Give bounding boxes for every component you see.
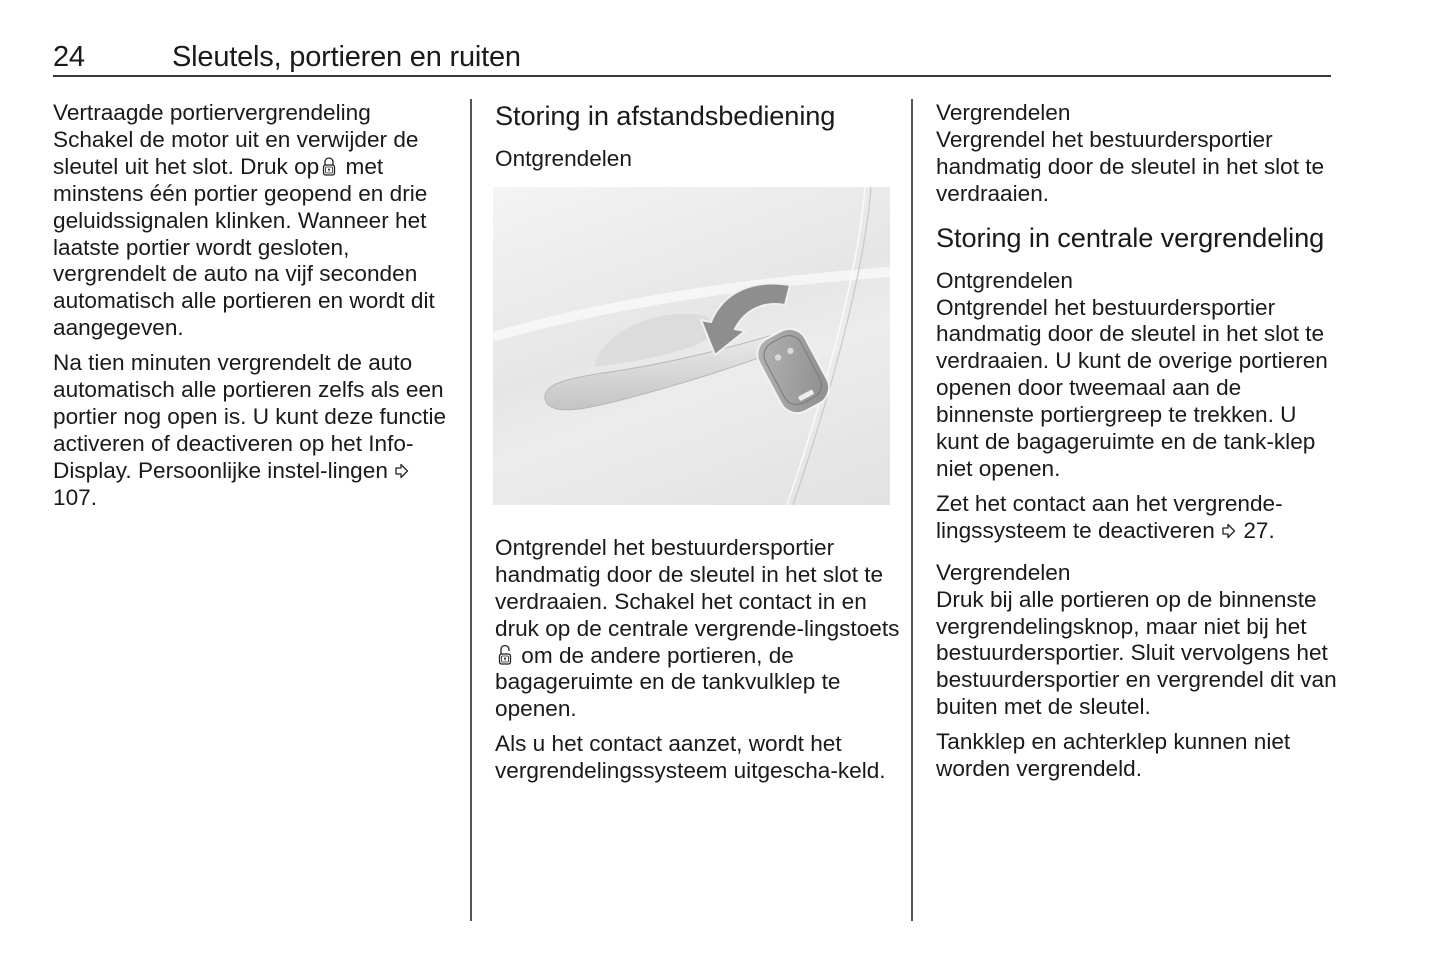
paragraph: Druk bij alle portieren op de binnenste vergrendelingsknop, maar niet bij het bestuurdersportier. Sluit vervolgens het bestuurdersportier en vergrendel dit van buiten met de sleutel. [936,586,1337,720]
section-heading-central-locking-fault: Storing in centrale vergrendeling [936,221,1325,253]
page-reference-link[interactable]: 27. [1243,517,1275,543]
column-1 [53,100,458,520]
paragraph [53,350,458,511]
section-heading-remote-fault: Storing in afstandsbediening [495,100,836,131]
text-run: Ontgrendel het bestuurdersportier handmatig door de sleutel in het slot te verdraaien. Schakel het contact in en druk op de centrale vergrende-lingstoets [495,534,900,641]
subhead-lock: Vergrendelen [936,100,1071,125]
page-number: 24 [53,41,85,73]
lock-closed-icon [321,155,337,177]
column-divider-2 [911,99,913,921]
text-run: Zet het contact aan het vergrende-lingssysteem te deactiveren [936,490,1283,543]
column-3 [936,100,1341,791]
page-reference-link[interactable]: 107. [53,484,97,510]
text-run: met minstens één portier geopend en drie geluidssignalen klinken. Wanneer het laatste portier wordt gesloten, vergrendelt de auto na vijf seconden automatisch alle portieren en wordt dit aangegeven. [53,153,435,341]
text-run: Schakel de motor uit en verwijder de sleutel uit het slot. Druk op [53,126,419,179]
paragraph: Tankklep en achterklep kunnen niet worden vergrendeld. [936,729,1291,782]
paragraph: Ontgrendel het bestuurdersportier handmatig door de sleutel in het slot te verdraaien. U kunt de overige portieren openen door tweemaal aan de binnenste portiergreep te trekken. U kunt de bagageruimte en de tank-klep niet openen. [936,294,1328,481]
paragraph: Vergrendel het bestuurdersportier handmatig door de sleutel in het slot te verdraaien. [936,126,1325,206]
page-reference-arrow-icon [395,458,409,485]
lock-open-icon [497,644,513,666]
paragraph [495,535,900,723]
header-rule [53,75,1331,77]
text-run: Na tien minuten vergrendelt de auto automatisch alle portieren zelfs als een portier nog open is. U kunt deze functie activeren of deactiveren op het Info-Display. Persoonlijke instel-lingen [53,350,447,483]
door-handle-key-illustration [493,187,890,505]
column-2 [495,100,900,793]
paragraph [936,491,1341,545]
subhead-lock: Vergrendelen [936,559,1071,585]
page-title: Sleutels, portieren en ruiten [172,41,521,73]
page-reference-arrow-icon [1222,518,1236,545]
paragraph: Als u het contact aanzet, wordt het vergrendelingssysteem uitgescha-keld. [495,731,886,784]
subhead-delayed-locking: Vertraagde portiervergrendeling [53,100,371,125]
subhead-unlock: Ontgrendelen [936,267,1073,293]
text-run: om de andere portieren, de bagageruimte en de tankvulklep te openen. [495,642,841,722]
door-handle-key-illustration-svg [493,187,890,505]
paragraph [53,127,458,342]
column-divider-1 [470,99,472,921]
subhead-unlock: Ontgrendelen [495,146,632,171]
